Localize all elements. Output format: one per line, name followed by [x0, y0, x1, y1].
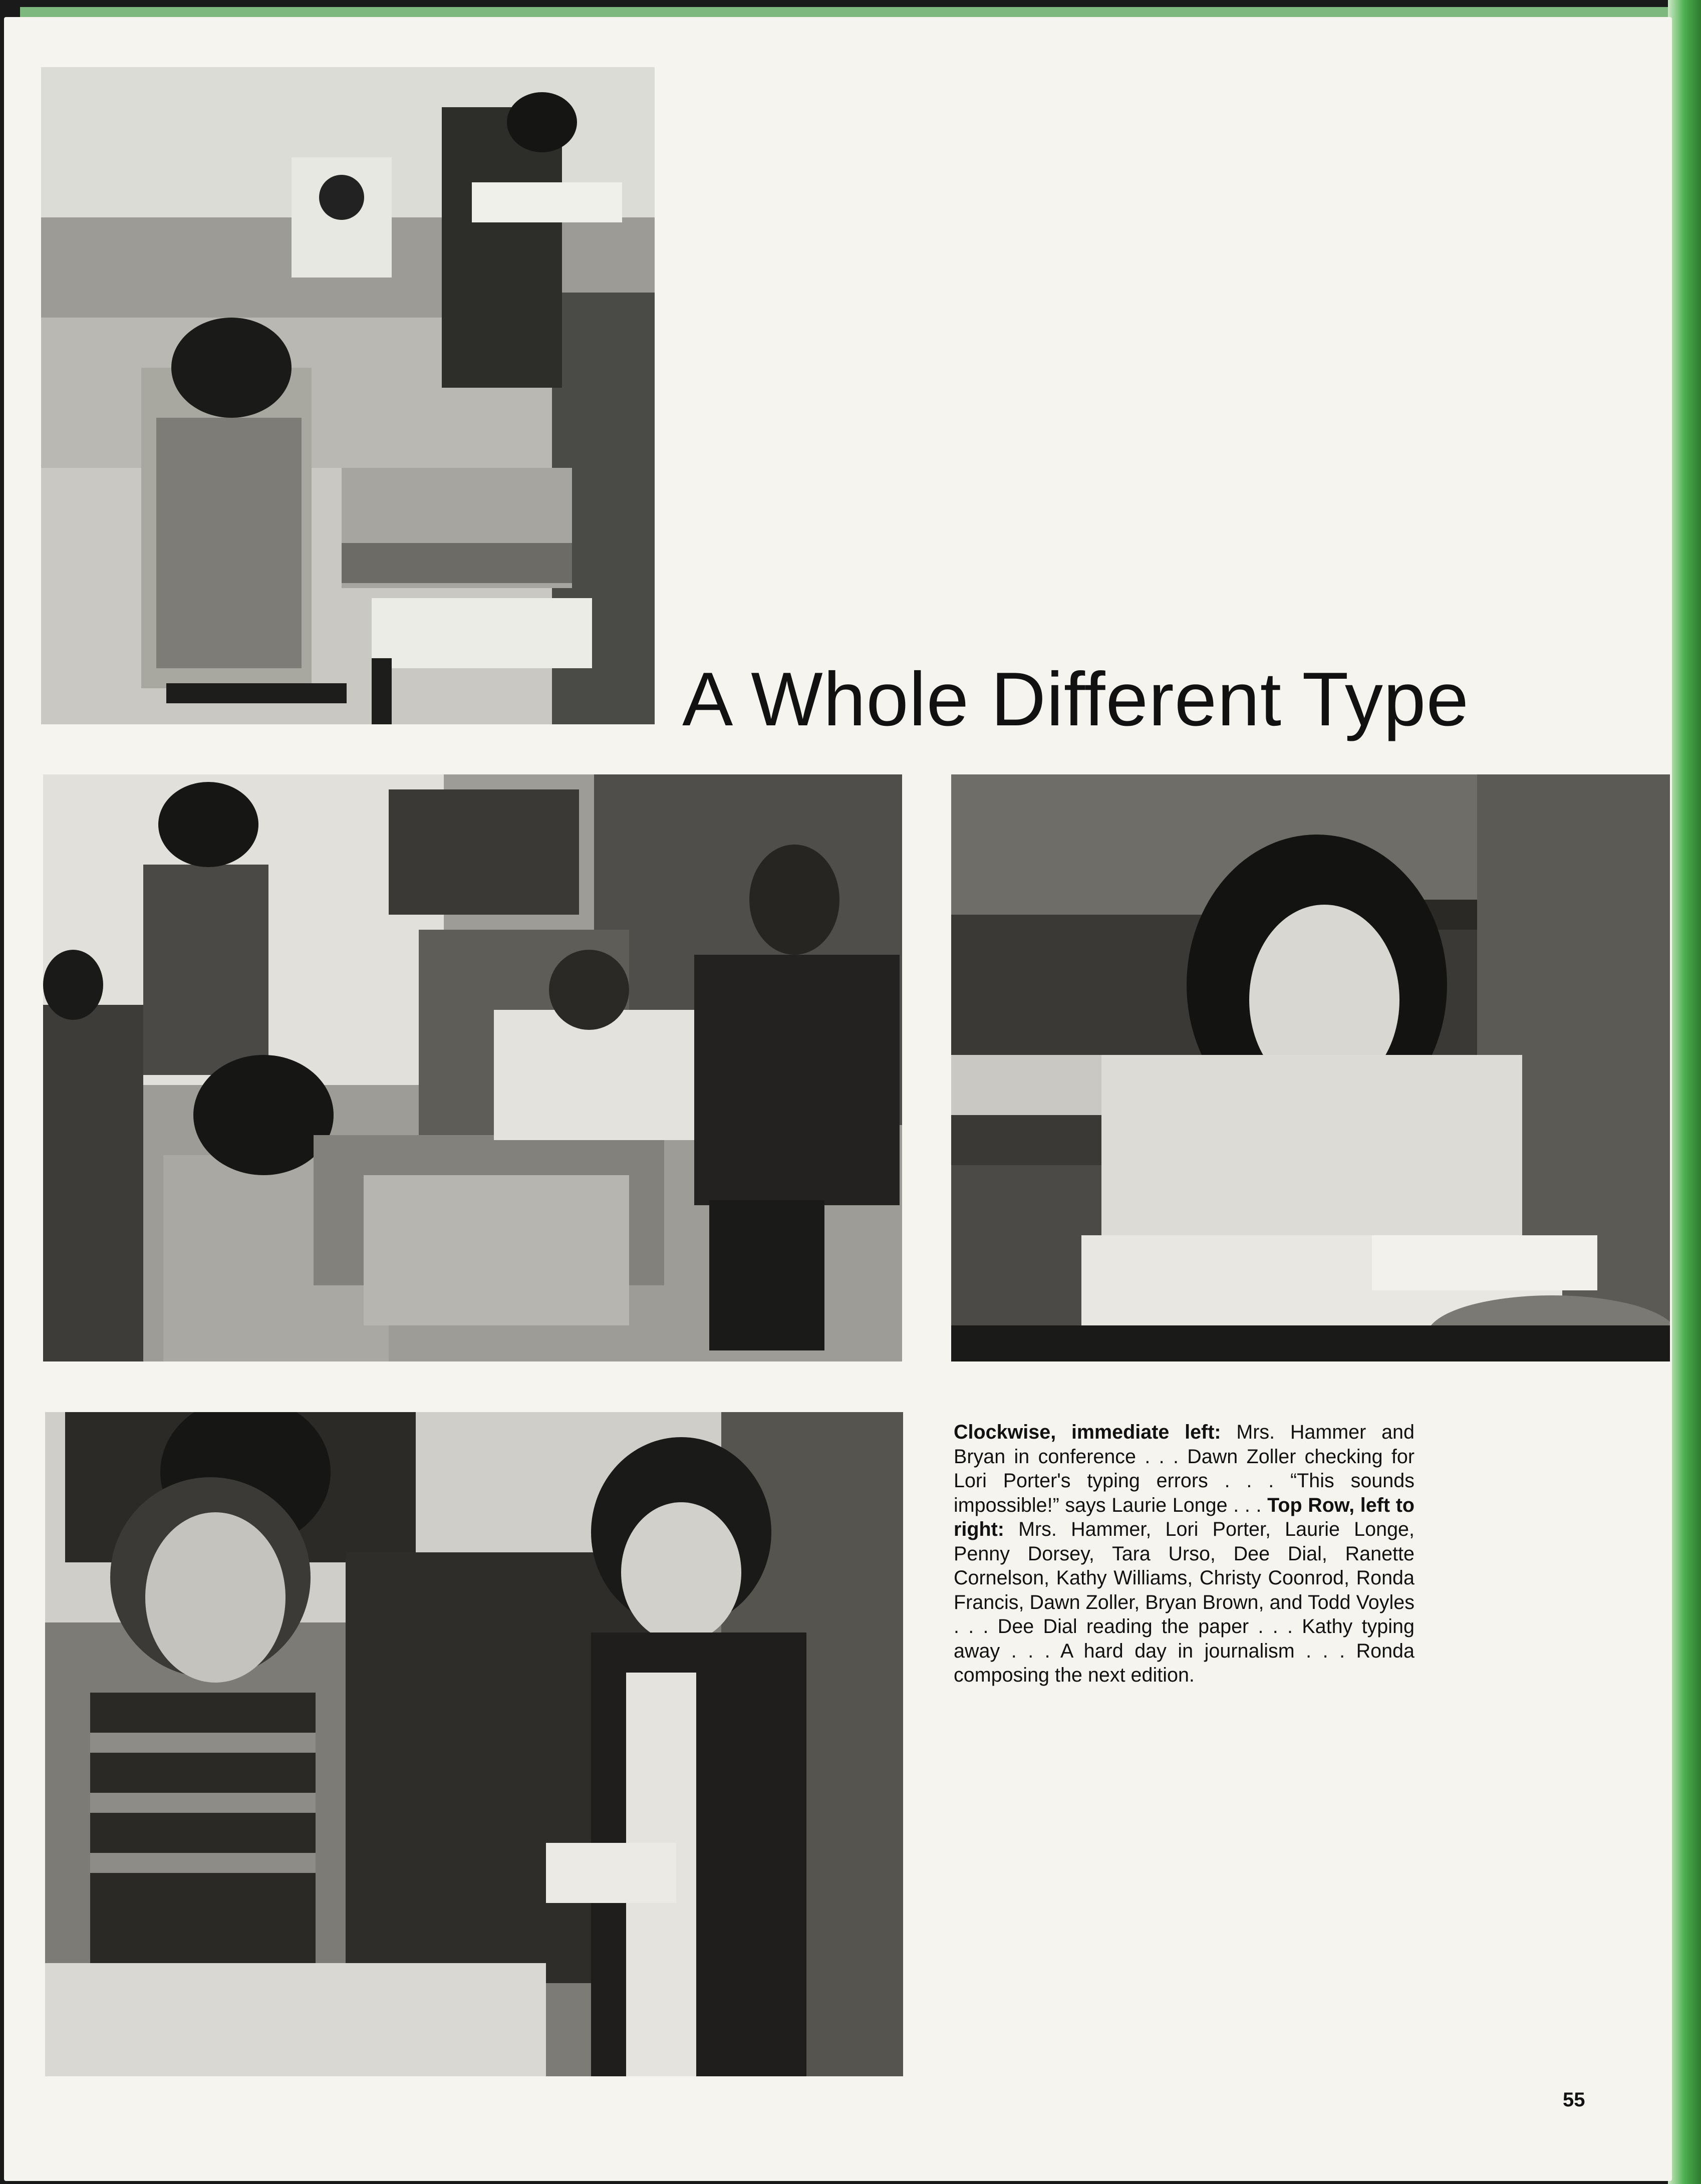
- photo-typing-student: [41, 67, 655, 724]
- caption-lead-top-row: Top Row, left to right:: [954, 1494, 1414, 1540]
- page-title: A Whole Different Type: [682, 657, 1470, 742]
- photo-caption: [954, 1420, 1414, 1688]
- page-edge-top: [20, 7, 1668, 18]
- caption-text-top-row: Mrs. Hammer, Lori Porter, Laurie Longe, Penny Dorsey, Tara Urso, Dee Dial, Ranette Cornelson, Kathy Williams, Christy Coonrod, Ronda Francis, Dawn Zoller, Bryan Brown, and Todd Voyles . . . Dee Dial reading the paper . . . Kathy typing away . . . A hard day in journalism . . . Ronda composing the next edition.: [954, 1518, 1414, 1686]
- photo-journalism-day: [45, 1412, 903, 2076]
- page-edge-right: [1668, 0, 1701, 2184]
- photo-reading-paper: [951, 774, 1670, 1361]
- page-number: 55: [1563, 2089, 1585, 2111]
- caption-text-clockwise: Mrs. Hammer and Bryan in conference . . . Dawn Zoller checking for Lori Porter's typing errors . . . “This sounds impossible!” says Laurie Longe . . .: [954, 1421, 1414, 1516]
- photo-office-conference: [43, 774, 902, 1361]
- caption-lead-clockwise: Clockwise, immediate left:: [954, 1421, 1221, 1443]
